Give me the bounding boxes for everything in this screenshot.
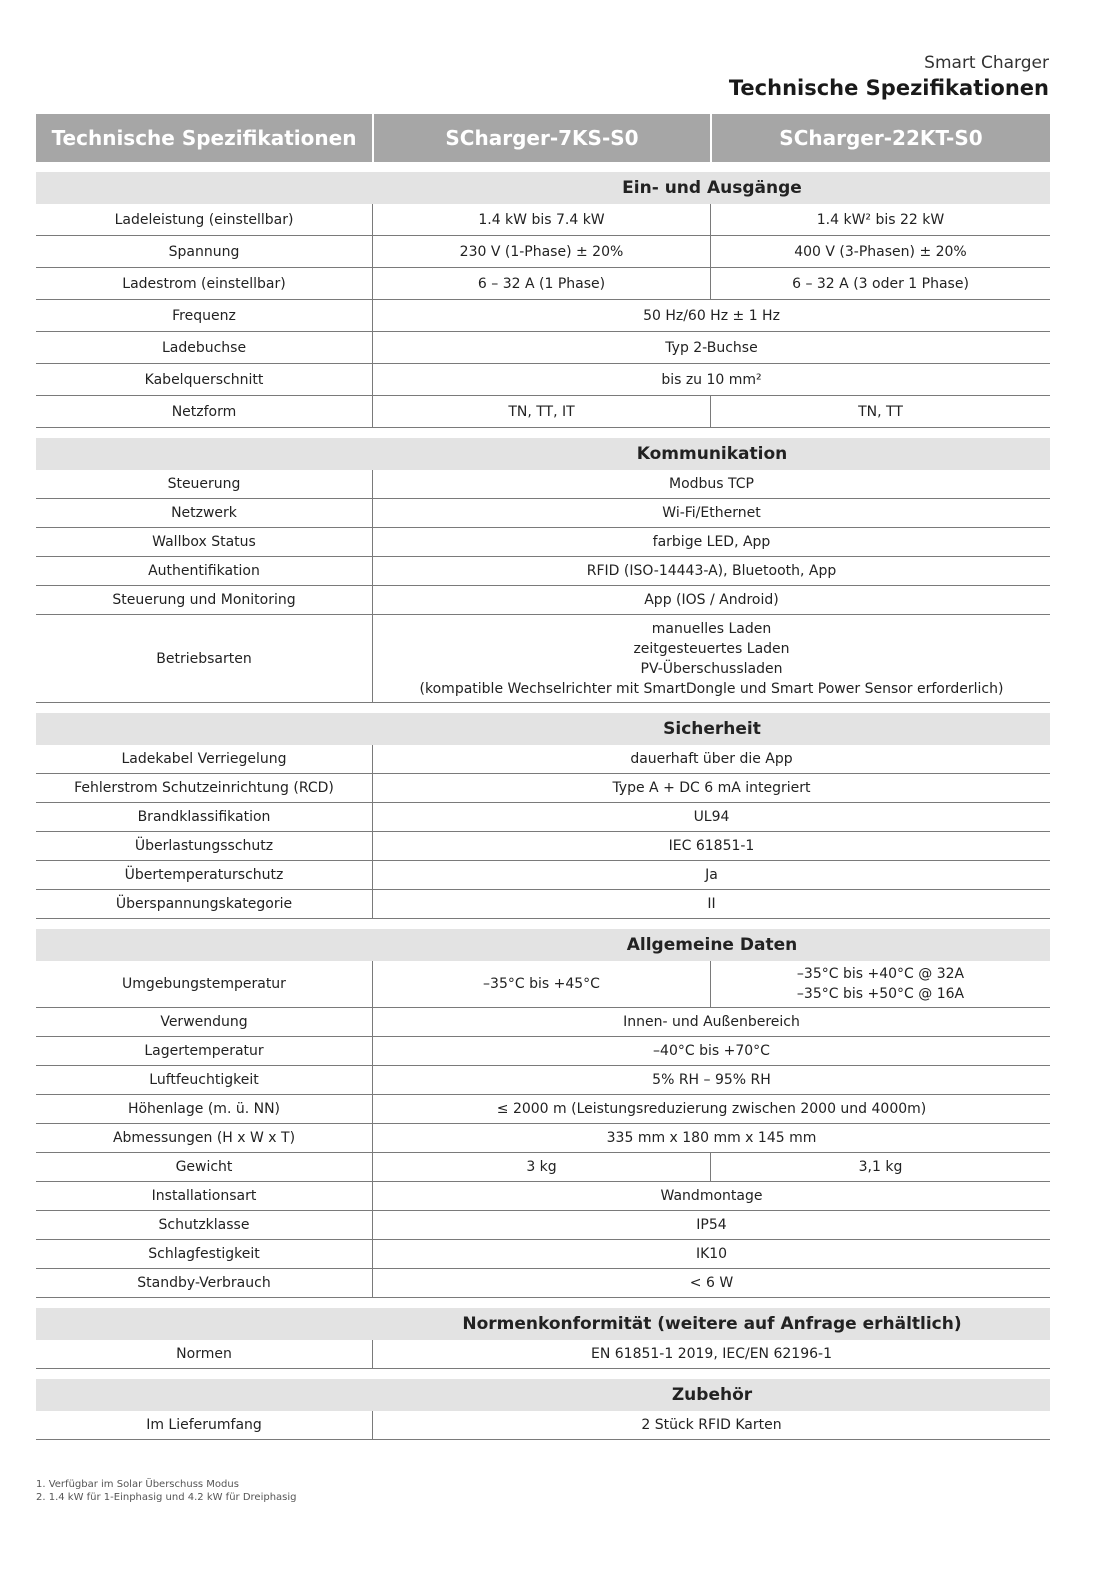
row-value: Type A + DC 6 mA integriert bbox=[612, 780, 811, 796]
row-value-7ks: TN, TT, IT bbox=[373, 396, 711, 427]
section-accessories bbox=[36, 1379, 1050, 1440]
table-row bbox=[36, 1211, 1050, 1240]
row-label: Verwendung bbox=[36, 1008, 373, 1036]
row-label: Frequenz bbox=[36, 300, 373, 331]
row-label: Steuerung bbox=[36, 470, 373, 498]
row-value-22kt: 6 – 32 A (3 oder 1 Phase) bbox=[792, 275, 969, 292]
table-row bbox=[36, 1095, 1050, 1124]
row-value-22kt: TN, TT bbox=[858, 403, 903, 420]
row-value-line: (kompatible Wechselrichter mit SmartDongle und Smart Power Sensor erforderlich) bbox=[419, 680, 1004, 697]
table-row bbox=[36, 803, 1050, 832]
spec-table bbox=[36, 114, 1050, 1440]
row-value: IP54 bbox=[696, 1217, 727, 1233]
column-header-spec: Technische Spezifikationen bbox=[36, 114, 372, 162]
row-label: Fehlerstrom Schutzeinrichtung (RCD) bbox=[36, 774, 373, 802]
row-value: 50 Hz/60 Hz ± 1 Hz bbox=[643, 307, 780, 324]
footnote: 1. Verfügbar im Solar Überschuss Modus bbox=[36, 1479, 239, 1490]
row-label: Luftfeuchtigkeit bbox=[36, 1066, 373, 1094]
row-value: Wi-Fi/Ethernet bbox=[662, 505, 761, 521]
row-label: Wallbox Status bbox=[36, 528, 373, 556]
row-label: Installationsart bbox=[36, 1182, 373, 1210]
row-value-line: PV-Überschussladen bbox=[640, 660, 783, 677]
table-row bbox=[36, 961, 1050, 1008]
row-value: farbige LED, App bbox=[652, 534, 771, 550]
section-safety bbox=[36, 713, 1050, 919]
row-value: 5% RH – 95% RH bbox=[652, 1072, 771, 1088]
row-label: Ladestrom (einstellbar) bbox=[36, 268, 373, 299]
row-label: Schutzklasse bbox=[36, 1211, 373, 1239]
row-label: Netzform bbox=[36, 396, 373, 427]
table-row bbox=[36, 1124, 1050, 1153]
table-row bbox=[36, 774, 1050, 803]
page-header bbox=[729, 52, 1049, 102]
table-row bbox=[36, 586, 1050, 615]
row-value: Modbus TCP bbox=[669, 476, 754, 492]
row-label: Authentifikation bbox=[36, 557, 373, 585]
section-title: Sicherheit bbox=[36, 713, 1050, 745]
row-value: 2 Stück RFID Karten bbox=[641, 1417, 782, 1433]
row-value: IEC 61851-1 bbox=[668, 838, 755, 854]
row-label: Höhenlage (m. ü. NN) bbox=[36, 1095, 373, 1123]
row-value-line: zeitgesteuertes Laden bbox=[633, 640, 790, 657]
footnotes bbox=[36, 1478, 297, 1504]
section-standards bbox=[36, 1308, 1050, 1369]
table-row bbox=[36, 204, 1050, 236]
row-value-7ks: 6 – 32 A (1 Phase) bbox=[373, 268, 711, 299]
row-label: Kabelquerschnitt bbox=[36, 364, 373, 395]
row-value-line: –35°C bis +40°C @ 32A bbox=[796, 966, 965, 982]
row-value: < 6 W bbox=[689, 1275, 734, 1291]
section-title: Ein- und Ausgänge bbox=[36, 172, 1050, 204]
section-title: Normenkonformität (weitere auf Anfrage erhältlich) bbox=[36, 1308, 1050, 1340]
footnote: 2. 1.4 kW für 1-Einphasig und 4.2 kW für Dreiphasig bbox=[36, 1492, 297, 1503]
table-row bbox=[36, 528, 1050, 557]
section-title: Kommunikation bbox=[36, 438, 1050, 470]
row-value: Ja bbox=[705, 867, 718, 883]
row-label: Brandklassifikation bbox=[36, 803, 373, 831]
table-row bbox=[36, 615, 1050, 703]
row-label: Ladebuchse bbox=[36, 332, 373, 363]
table-row bbox=[36, 890, 1050, 919]
row-value: II bbox=[707, 896, 716, 912]
row-value-22kt bbox=[711, 961, 1050, 1007]
table-row bbox=[36, 332, 1050, 364]
header-subtitle: Smart Charger bbox=[924, 53, 1049, 73]
row-value: UL94 bbox=[693, 809, 730, 825]
row-value-line: manuelles Laden bbox=[651, 620, 772, 637]
row-value: Typ 2-Buchse bbox=[665, 339, 758, 356]
row-label: Schlagfestigkeit bbox=[36, 1240, 373, 1268]
table-row bbox=[36, 268, 1050, 300]
row-label: Netzwerk bbox=[36, 499, 373, 527]
row-label: Steuerung und Monitoring bbox=[36, 586, 373, 614]
row-value: App (IOS / Android) bbox=[644, 592, 779, 608]
table-row bbox=[36, 499, 1050, 528]
row-value-22kt: 1.4 kW² bis 22 kW bbox=[816, 211, 945, 228]
table-row bbox=[36, 1066, 1050, 1095]
table-row bbox=[36, 300, 1050, 332]
row-value: 335 mm x 180 mm x 145 mm bbox=[606, 1130, 817, 1146]
row-label: Lagertemperatur bbox=[36, 1037, 373, 1065]
table-row bbox=[36, 364, 1050, 396]
row-value: bis zu 10 mm² bbox=[661, 371, 762, 388]
row-value-7ks: –35°C bis +45°C bbox=[373, 961, 711, 1007]
table-row bbox=[36, 1269, 1050, 1298]
row-label: Standby-Verbrauch bbox=[36, 1269, 373, 1297]
section-communication bbox=[36, 438, 1050, 703]
row-label: Umgebungstemperatur bbox=[36, 961, 373, 1007]
row-label: Betriebsarten bbox=[36, 615, 373, 702]
row-value-7ks: 1.4 kW bis 7.4 kW bbox=[373, 204, 711, 235]
row-value-22kt: 3,1 kg bbox=[858, 1159, 903, 1175]
row-value: Wandmontage bbox=[660, 1188, 763, 1204]
row-label: Überspannungskategorie bbox=[36, 890, 373, 918]
table-row bbox=[36, 1008, 1050, 1037]
row-value: EN 61851-1 2019, IEC/EN 62196-1 bbox=[591, 1346, 832, 1362]
section-title: Allgemeine Daten bbox=[36, 929, 1050, 961]
row-label: Abmessungen (H x W x T) bbox=[36, 1124, 373, 1152]
table-row bbox=[36, 745, 1050, 774]
row-value: Innen- und Außenbereich bbox=[623, 1014, 800, 1030]
section-general-data bbox=[36, 929, 1050, 1298]
row-value: IK10 bbox=[695, 1246, 728, 1262]
table-row bbox=[36, 861, 1050, 890]
column-header-22kt: SCharger-22KT-S0 bbox=[712, 114, 1050, 162]
table-row bbox=[36, 470, 1050, 499]
column-header-7ks: SCharger-7KS-S0 bbox=[374, 114, 710, 162]
row-value: –40°C bis +70°C bbox=[653, 1043, 770, 1059]
row-label: Überlastungsschutz bbox=[36, 832, 373, 860]
row-value-7ks: 230 V (1-Phase) ± 20% bbox=[373, 236, 711, 267]
row-label: Übertemperaturschutz bbox=[36, 861, 373, 889]
section-title: Zubehör bbox=[36, 1379, 1050, 1411]
row-value-multiline bbox=[373, 615, 1050, 702]
row-value: ≤ 2000 m (Leistungsreduzierung zwischen 2000 und 4000m) bbox=[496, 1101, 927, 1117]
header-title: Technische Spezifikationen bbox=[728, 76, 1049, 100]
row-value-line: –35°C bis +50°C @ 16A bbox=[796, 986, 965, 1002]
row-label: Im Lieferumfang bbox=[36, 1411, 373, 1439]
section-inputs-outputs bbox=[36, 172, 1050, 428]
column-header-row bbox=[36, 114, 1050, 162]
table-row bbox=[36, 1411, 1050, 1440]
table-row bbox=[36, 1340, 1050, 1369]
table-row bbox=[36, 396, 1050, 428]
row-value: dauerhaft über die App bbox=[630, 751, 793, 767]
table-row bbox=[36, 557, 1050, 586]
table-row bbox=[36, 1037, 1050, 1066]
table-row bbox=[36, 1240, 1050, 1269]
row-value: RFID (ISO-14443-A), Bluetooth, App bbox=[586, 563, 837, 579]
row-value-7ks: 3 kg bbox=[373, 1153, 711, 1181]
table-row bbox=[36, 1153, 1050, 1182]
row-label: Gewicht bbox=[36, 1153, 373, 1181]
row-label: Ladekabel Verriegelung bbox=[36, 745, 373, 773]
table-row bbox=[36, 832, 1050, 861]
row-label: Ladeleistung (einstellbar) bbox=[36, 204, 373, 235]
table-row bbox=[36, 236, 1050, 268]
row-value-22kt: 400 V (3-Phasen) ± 20% bbox=[794, 243, 967, 260]
row-label: Spannung bbox=[36, 236, 373, 267]
row-label: Normen bbox=[36, 1340, 373, 1368]
table-row bbox=[36, 1182, 1050, 1211]
